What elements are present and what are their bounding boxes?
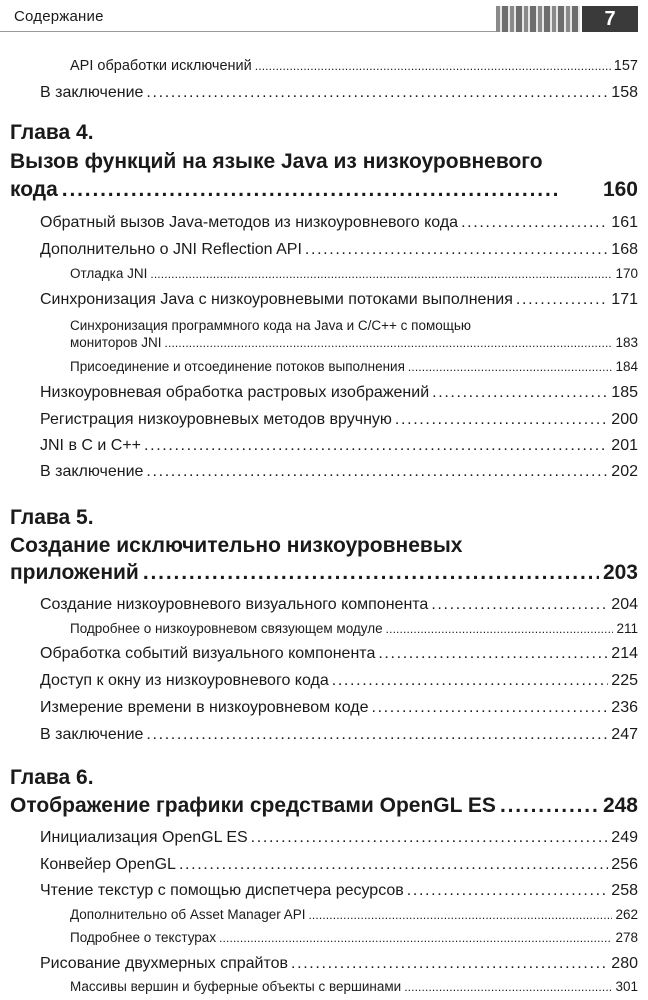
toc-entry-page: 280	[611, 955, 638, 972]
toc-entry-page: 201	[611, 437, 638, 454]
leader-dots	[407, 882, 609, 900]
toc-entry-title: Отладка JNI	[70, 266, 148, 281]
toc-entry[interactable]	[40, 214, 638, 232]
leader-dots	[516, 291, 608, 309]
chapter-label: Глава 4.	[10, 121, 94, 144]
toc-entry-title: Инициализация OpenGL ES	[40, 829, 248, 846]
toc-entry-page: 278	[615, 930, 638, 945]
toc-entry[interactable]	[40, 384, 638, 402]
leader-dots	[431, 596, 608, 614]
header-rule	[0, 31, 496, 32]
chapter-title-line: Вызов функций на языке Java из низкоуровневого	[10, 150, 543, 173]
toc-entry[interactable]	[40, 699, 638, 717]
toc-entry-title: Низкоуровневая обработка растровых изображений	[40, 384, 430, 401]
leader-dots	[372, 699, 609, 717]
chapter-page: 160	[602, 178, 638, 201]
toc-entry[interactable]	[40, 463, 638, 481]
toc-entry-title: Обратный вызов Java-методов из низкоуровневого кода	[40, 214, 459, 231]
toc-entry-title: Рисование двухмерных спрайтов	[40, 955, 289, 972]
toc-entry[interactable]	[40, 829, 638, 847]
running-header-title: Содержание	[14, 8, 104, 25]
toc-entry[interactable]	[70, 907, 638, 922]
toc-entry[interactable]	[40, 291, 638, 309]
toc-entry-page: 183	[615, 335, 638, 350]
leader-dots	[255, 58, 611, 74]
toc-entry[interactable]	[40, 955, 638, 973]
toc-entry-page: 185	[611, 384, 638, 401]
toc-entry-page: 256	[611, 856, 638, 873]
page-number: 7	[582, 6, 638, 32]
leader-dots	[395, 411, 608, 429]
toc-entry[interactable]	[70, 335, 638, 350]
leader-dots	[408, 359, 613, 374]
leader-dots	[500, 794, 599, 818]
toc-entry[interactable]	[70, 621, 638, 636]
chapter-entry[interactable]	[10, 794, 638, 818]
toc-entry-page: 157	[613, 58, 638, 74]
toc-entry-title: Доступ к окну из низкоуровневого кода	[40, 672, 329, 689]
toc-entry-page: 262	[615, 907, 638, 922]
toc-entry-title: Создание низкоуровневого визуального компонента	[40, 596, 429, 613]
leader-dots	[143, 561, 599, 585]
leader-dots	[386, 621, 614, 636]
page-header	[0, 0, 648, 40]
toc-entry-title: Массивы вершин и буферные объекты с вершинами	[70, 979, 402, 994]
toc-entry[interactable]	[40, 672, 638, 690]
toc-entry-title-line: Синхронизация программного кода на Java и C/C++ с помощью	[70, 318, 472, 333]
chapter-entry[interactable]	[10, 561, 638, 585]
header-decoration	[496, 6, 580, 32]
toc-entry[interactable]	[40, 84, 638, 102]
leader-dots	[404, 979, 612, 994]
leader-dots	[305, 241, 608, 259]
toc-entry-page: 168	[611, 241, 638, 258]
toc-entry-title: Измерение времени в низкоуровневом коде	[40, 699, 369, 716]
toc-entry[interactable]	[70, 979, 638, 994]
leader-dots	[62, 178, 599, 202]
toc-entry-title: Обработка событий визуального компонента	[40, 645, 376, 662]
leader-dots	[291, 955, 608, 973]
toc-entry-title: Чтение текстур с помощью диспетчера ресурсов	[40, 882, 404, 899]
leader-dots	[144, 437, 608, 455]
toc-entry-page: 236	[611, 699, 638, 716]
chapter-title-line: Отображение графики средствами OpenGL ES	[10, 794, 496, 817]
leader-dots	[146, 726, 608, 744]
leader-dots	[378, 645, 608, 663]
chapter-label: Глава 5.	[10, 506, 94, 529]
toc-entry-page: 161	[611, 214, 638, 231]
leader-dots	[146, 463, 608, 481]
leader-dots	[461, 214, 608, 232]
toc-entry-page: 184	[615, 359, 638, 374]
toc-entry-page: 247	[611, 726, 638, 743]
toc-entry[interactable]	[40, 411, 638, 429]
chapter-title-line: Создание исключительно низкоуровневых	[10, 534, 463, 557]
chapter-label: Глава 6.	[10, 766, 94, 789]
toc-entry-page: 171	[611, 291, 638, 308]
toc-entry-title: Дополнительно о JNI Reflection API	[40, 241, 302, 258]
toc-entry-page: 204	[611, 596, 638, 613]
toc-entry-title: Регистрация низкоуровневых методов вручную	[40, 411, 392, 428]
toc-entry[interactable]	[40, 596, 638, 614]
leader-dots	[179, 856, 608, 874]
leader-dots	[332, 672, 609, 690]
toc-entry-page: 214	[611, 645, 638, 662]
leader-dots	[308, 907, 612, 922]
chapter-title-line: приложений	[10, 561, 139, 584]
toc-entry-title: мониторов JNI	[70, 335, 162, 350]
toc-entry-title: В заключение	[40, 84, 144, 101]
toc-entry-title: API обработки исключений	[70, 58, 252, 74]
chapter-title-line: кода	[10, 178, 58, 201]
toc-entry[interactable]	[70, 58, 638, 74]
toc-entry-page: 202	[611, 463, 638, 480]
toc-entry-page: 158	[611, 84, 638, 101]
toc-entry-page: 301	[615, 979, 638, 994]
chapter-page: 203	[602, 561, 638, 584]
toc-entry-title: В заключение	[40, 463, 144, 480]
toc-entry-page: 211	[616, 621, 638, 636]
leader-dots	[150, 266, 612, 281]
chapter-page: 248	[602, 794, 638, 817]
toc-entry-page: 258	[611, 882, 638, 899]
leader-dots	[251, 829, 609, 847]
toc-entry-page: 200	[611, 411, 638, 428]
toc-entry[interactable]	[40, 437, 638, 455]
toc-entry[interactable]	[40, 241, 638, 259]
toc-entry-page: 225	[611, 672, 638, 689]
toc-entry[interactable]	[40, 882, 638, 900]
toc-entry-page: 249	[611, 829, 638, 846]
toc-entry[interactable]	[70, 930, 638, 945]
leader-dots	[432, 384, 608, 402]
toc-entry-title: Подробнее о текстурах	[70, 930, 217, 945]
toc-entry-title: Синхронизация Java с низкоуровневыми потоками выполнения	[40, 291, 513, 308]
chapter-entry[interactable]	[10, 178, 638, 202]
toc-entry-page: 170	[615, 266, 638, 281]
toc-entry-title: JNI в C и C++	[40, 437, 142, 454]
leader-dots	[165, 335, 613, 350]
toc-entry[interactable]	[40, 856, 638, 874]
toc-entry-title: Конвейер OpenGL	[40, 856, 176, 873]
leader-dots	[146, 84, 608, 102]
toc-entry[interactable]	[40, 726, 638, 744]
toc-entry-title: Подробнее о низкоуровневом связующем модуле	[70, 621, 383, 636]
toc-entry-title: В заключение	[40, 726, 144, 743]
toc-entry[interactable]	[40, 645, 638, 663]
toc-entry-title: Присоединение и отсоединение потоков выполнения	[70, 359, 405, 374]
toc-entry[interactable]	[70, 266, 638, 281]
leader-dots	[219, 930, 612, 945]
toc-entry[interactable]	[70, 359, 638, 374]
toc-entry-title: Дополнительно об Asset Manager API	[70, 907, 306, 922]
